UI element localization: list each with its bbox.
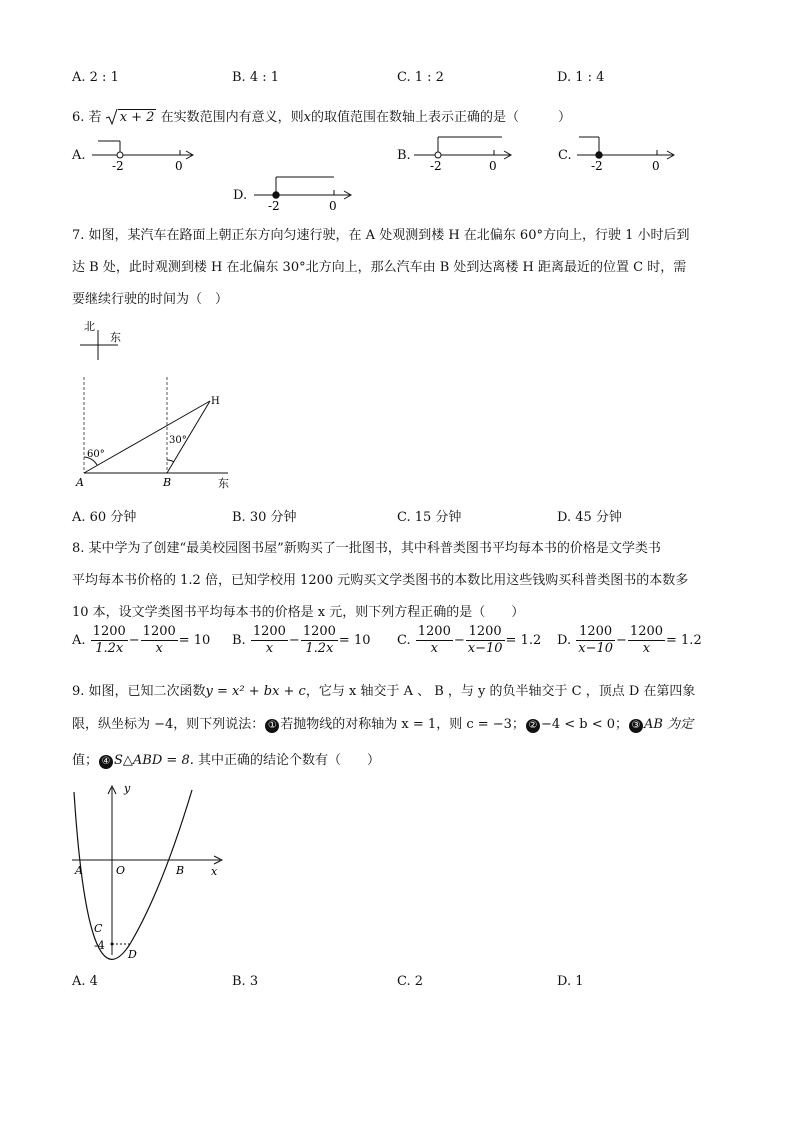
- tick-zero: 0: [175, 159, 183, 173]
- point-b-label: B: [176, 864, 185, 877]
- point-a-label: A: [76, 476, 84, 489]
- y-axis-label: y: [124, 782, 131, 795]
- q6-numberline-b: [412, 130, 522, 175]
- tick-zero: 0: [489, 159, 497, 173]
- q7-stem-line2: 达 B 处，此时观测到楼 H 在北偏东 30°北方向上，那么汽车由 B 处到达离楼 H 距离最近的位置 C 时，需: [72, 260, 687, 275]
- q9-option-c: C. 2: [397, 974, 424, 989]
- angle-arc-30: [167, 460, 174, 462]
- line-ah: [84, 401, 210, 473]
- parabola-curve: [74, 790, 192, 959]
- q8-option-d: D. $\frac{1200}{x-10}$ − $\frac{1200}{x}$ = 1.2: [557, 624, 702, 656]
- y-neg4-label: -4: [94, 939, 105, 952]
- q7-option-a: A. 60 分钟: [72, 510, 137, 525]
- angle-60-label: 60°: [87, 449, 105, 460]
- q6-label-d: D.: [233, 188, 248, 203]
- q6-label-a: A.: [72, 148, 86, 163]
- point-b-label: B: [163, 476, 172, 489]
- q6-label-c: C.: [558, 148, 572, 163]
- q9-option-d: D. 1: [557, 974, 584, 989]
- q9-stem-line2: 限，纵坐标为 −4，则下列说法： ① 若抛物线的对称轴为 x = 1，则 c = −3； ② −4 < b < 0； ③ AB 为定: [72, 717, 694, 732]
- q8-option-a: A. $\frac{1200}{1.2x}$ − $\frac{1200}{x}$ = 10: [72, 624, 211, 656]
- tick-neg2: -2: [112, 159, 124, 173]
- q8-stem-line1: 8. 某中学为了创建“最美校园图书屋”新购买了一批图书，其中科普类图书平均每本书的价格是文学类书: [72, 541, 661, 556]
- q9-option-b: B. 3: [232, 974, 259, 989]
- east-label: 东: [218, 477, 229, 490]
- q7-option-b: B. 30 分钟: [232, 510, 297, 525]
- angle-30-label: 30°: [169, 435, 187, 446]
- q9-stem-line3: 值； ④ S△ABD = 8. 其中正确的结论个数有（ ）: [72, 753, 380, 768]
- origin-label: O: [116, 864, 126, 877]
- q8-stem-line3: 10 本，设文学类图书平均每本书的价格是 x 元，则下列方程正确的是（ ）: [72, 605, 525, 620]
- point-d-label: D: [128, 948, 137, 961]
- tick-neg2: -2: [430, 159, 442, 173]
- tick-neg2: -2: [268, 199, 280, 213]
- q7-option-c: C. 15 分钟: [397, 510, 462, 525]
- tick-neg2: -2: [591, 159, 603, 173]
- tick-zero: 0: [652, 159, 660, 173]
- q5-option-b: B. 4 : 1: [232, 70, 280, 85]
- q9-figure: [70, 780, 235, 970]
- q9-option-a: A. 4: [72, 974, 98, 989]
- q5-option-c: C. 1 : 2: [397, 70, 444, 85]
- x-axis-label: x: [211, 865, 218, 878]
- q7-option-d: D. 45 分钟: [557, 510, 622, 525]
- q6-radical: x + 2: [106, 110, 157, 125]
- point-a-label: A: [75, 864, 83, 877]
- q6-numberline-a: [90, 135, 200, 175]
- point-h-label: H: [211, 396, 220, 407]
- q8-option-c: C. $\frac{1200}{x}$ − $\frac{1200}{x-10}$ = 1.2: [397, 624, 542, 656]
- q7-stem-line1: 7. 如图，某汽车在路面上朝正东方向匀速行驶，在 A 处观测到楼 H 在北偏东 60°方向上，行驶 1 小时后到: [72, 228, 690, 243]
- q7-stem-line3: 要继续行驶的时间为（ ）: [72, 292, 229, 307]
- compass-east-label: 东: [110, 331, 121, 344]
- q9-stem-line1: 9. 如图，已知二次函数y = x² + bx + c，它与 x 轴交于 A 、 B ，与 y 的负半轴交于 C ，顶点 D 在第四象: [72, 684, 696, 699]
- q8-option-b: B. $\frac{1200}{x}$ − $\frac{1200}{1.2x}$ = 10: [232, 624, 371, 656]
- q8-stem-line2: 平均每本书价格的 1.2 倍，已知学校用 1200 元购买文学类图书的本数比用这些钱购买科普类图书的本数多: [72, 573, 689, 588]
- radical-sign-icon: [106, 108, 118, 126]
- tick-zero: 0: [329, 199, 337, 213]
- q7-figure: [70, 315, 240, 495]
- q5-option-d: D. 1 : 4: [557, 70, 605, 85]
- compass-north-label: 北: [84, 320, 95, 333]
- q5-option-a: A. 2 : 1: [72, 70, 119, 85]
- point-c-label: C: [94, 922, 103, 935]
- q6-numberline-c: [575, 130, 685, 175]
- q6-label-b: B.: [397, 148, 411, 163]
- q6-numberline-d: [252, 170, 362, 215]
- q6-stem: 6. 若 x + 2 在实数范围内有意义，则x的取值范围在数轴上表示正确的是（ ）: [72, 110, 571, 125]
